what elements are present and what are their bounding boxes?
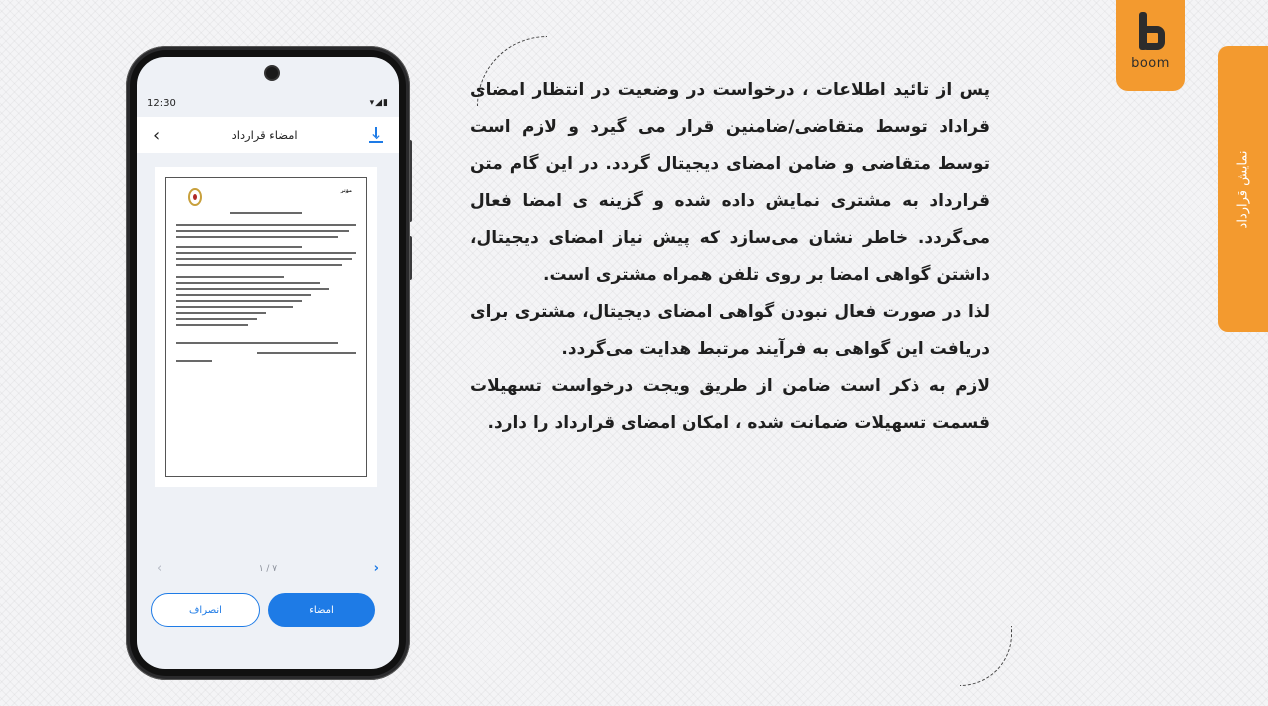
phone-screen — [137, 57, 399, 669]
page-counter: ۱ / ۷ — [258, 563, 278, 574]
next-page-icon[interactable]: › — [373, 561, 379, 576]
status-bar — [137, 95, 399, 111]
side-tab-label: نمایش قرارداد — [1235, 150, 1251, 228]
status-time: 12:30 — [147, 97, 176, 109]
decorative-arc-bottom — [960, 626, 1012, 686]
phone-mockup — [126, 46, 410, 680]
boom-logo-mark — [1136, 12, 1166, 52]
description-paragraph-2: لذا در صورت فعال نبودن گواهی امضای دیجیتال، مشتری برای دریافت این گواهی به فرآیند مرتبط هدایت می‌گردد. — [470, 302, 990, 359]
prev-page-icon[interactable]: ‹ — [157, 561, 163, 576]
cancel-button[interactable]: انصراف — [151, 593, 260, 627]
pagination — [137, 561, 399, 576]
page-title: امضاء قرارداد — [231, 128, 298, 142]
front-camera — [266, 67, 278, 79]
contract-page — [165, 177, 367, 477]
description-text — [470, 72, 990, 442]
back-icon[interactable]: ‹ — [153, 124, 161, 146]
logo-text: boom — [1131, 56, 1170, 71]
description-paragraph-1: پس از تائید اطلاعات ، درخواست در وضعیت در انتظار امضای قراداد توسط متقاضی/ضامنین قرار می گیرد و لازم است توسط متقاضی و ضامن امضای دیجیتال گردد. در این گام متن قرارداد به مشتری نمایش داده شده و گزینه ی امضا فعال می‌گردد. خاطر نشان می‌سازد که پیش نیاز امضای دیجیتال، داشتن گواهی امضا بر روی تلفن همراه مشتری است. — [470, 80, 990, 285]
app-bar — [137, 117, 399, 153]
document-text-lines — [176, 212, 356, 466]
description-paragraph-3: لازم به ذکر است ضامن از طریق ویجت درخواست تسهیلات قسمت تسهیلات ضمانت شده ، امکان امضای قرارداد را دارد. — [470, 376, 990, 433]
status-icons: ▾◢▮ — [369, 98, 389, 108]
download-icon[interactable] — [369, 127, 383, 143]
action-buttons — [151, 593, 375, 627]
boom-logo — [1116, 0, 1185, 91]
document-header: مؤثر — [340, 188, 352, 194]
contract-document-preview[interactable] — [155, 167, 377, 487]
bank-emblem-icon — [188, 188, 202, 206]
sign-button[interactable]: امضاء — [268, 593, 375, 627]
side-tab-show-contract[interactable] — [1218, 46, 1268, 332]
